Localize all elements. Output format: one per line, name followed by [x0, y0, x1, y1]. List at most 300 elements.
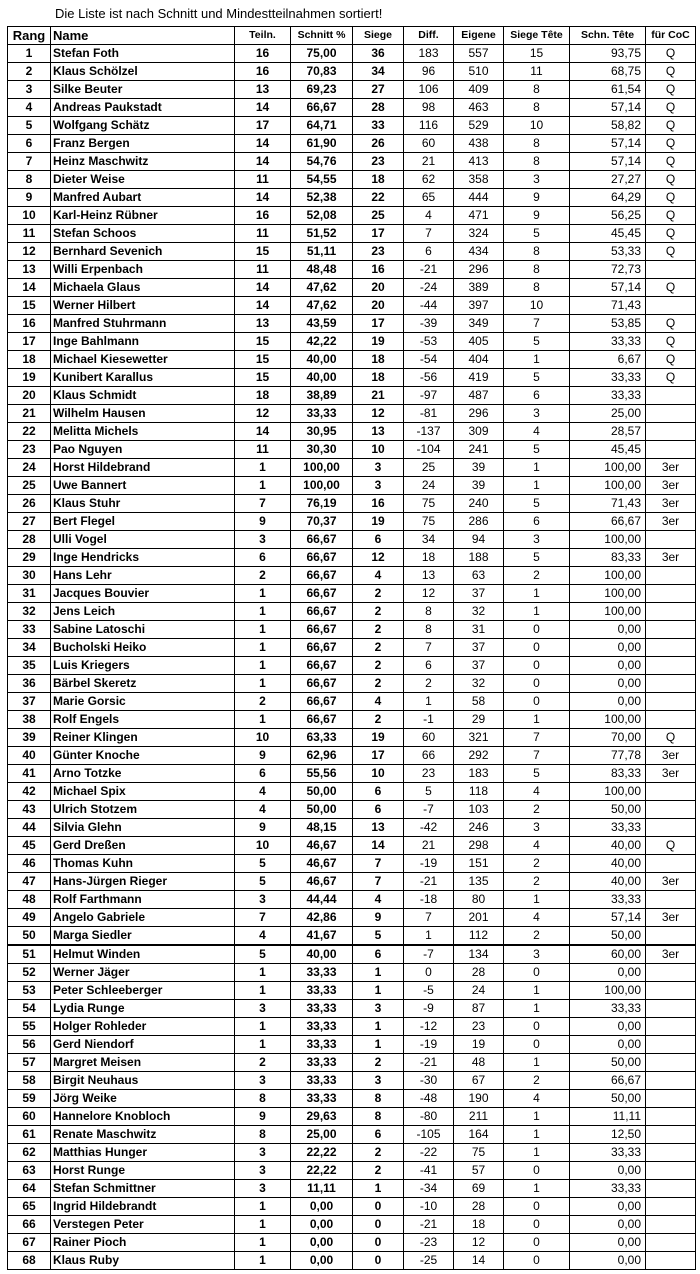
schnitt-tete-cell: 72,73 — [570, 261, 646, 279]
siege-cell: 2 — [353, 1054, 404, 1072]
coc-cell: Q — [646, 189, 696, 207]
header-diff: Diff. — [404, 27, 454, 45]
teilnahmen-cell: 13 — [235, 315, 291, 333]
teilnahmen-cell: 14 — [235, 153, 291, 171]
siege-tete-cell: 1 — [504, 1144, 570, 1162]
siege-tete-cell: 1 — [504, 1054, 570, 1072]
table-row — [8, 63, 696, 81]
schnitt-cell: 55,56 — [291, 765, 353, 783]
siege-tete-cell: 3 — [504, 819, 570, 837]
name-cell: Jens Leich — [51, 603, 235, 621]
table-row — [8, 279, 696, 297]
name-cell: Hans Lehr — [51, 567, 235, 585]
rang-cell: 54 — [8, 1000, 51, 1018]
schnitt-tete-cell: 83,33 — [570, 765, 646, 783]
siege-tete-cell: 1 — [504, 982, 570, 1000]
siege-tete-cell: 0 — [504, 657, 570, 675]
teilnahmen-cell: 16 — [235, 207, 291, 225]
coc-cell: Q — [646, 63, 696, 81]
siege-tete-cell: 1 — [504, 459, 570, 477]
rang-cell: 21 — [8, 405, 51, 423]
diff-cell: -21 — [404, 873, 454, 891]
coc-cell: Q — [646, 369, 696, 387]
rang-cell: 65 — [8, 1198, 51, 1216]
teilnahmen-cell: 14 — [235, 99, 291, 117]
diff-cell: -48 — [404, 1090, 454, 1108]
coc-cell — [646, 891, 696, 909]
schnitt-tete-cell: 0,00 — [570, 621, 646, 639]
schnitt-tete-cell: 100,00 — [570, 783, 646, 801]
header-siege-tete: Siege Tête — [504, 27, 570, 45]
name-cell: Karl-Heinz Rübner — [51, 207, 235, 225]
rang-cell: 41 — [8, 765, 51, 783]
schnitt-cell: 40,00 — [291, 945, 353, 964]
table-row — [8, 927, 696, 946]
eigene-cell: 444 — [454, 189, 504, 207]
teilnahmen-cell: 1 — [235, 1216, 291, 1234]
diff-cell: 25 — [404, 459, 454, 477]
siege-cell: 2 — [353, 1144, 404, 1162]
diff-cell: 98 — [404, 99, 454, 117]
schnitt-tete-cell: 57,14 — [570, 279, 646, 297]
siege-cell: 3 — [353, 477, 404, 495]
header-siege: Siege — [353, 27, 404, 45]
name-cell: Margret Meisen — [51, 1054, 235, 1072]
table-row — [8, 909, 696, 927]
coc-cell — [646, 964, 696, 982]
schnitt-tete-cell: 28,57 — [570, 423, 646, 441]
coc-cell — [646, 1000, 696, 1018]
siege-cell: 25 — [353, 207, 404, 225]
name-cell: Holger Rohleder — [51, 1018, 235, 1036]
coc-cell: 3er — [646, 747, 696, 765]
eigene-cell: 324 — [454, 225, 504, 243]
coc-cell — [646, 531, 696, 549]
siege-cell: 14 — [353, 837, 404, 855]
schnitt-tete-cell: 0,00 — [570, 1162, 646, 1180]
diff-cell: 183 — [404, 45, 454, 63]
diff-cell: -5 — [404, 982, 454, 1000]
schnitt-cell: 66,67 — [291, 99, 353, 117]
siege-cell: 17 — [353, 225, 404, 243]
siege-tete-cell: 2 — [504, 567, 570, 585]
schnitt-cell: 66,67 — [291, 549, 353, 567]
teilnahmen-cell: 9 — [235, 513, 291, 531]
table-row — [8, 1198, 696, 1216]
siege-tete-cell: 4 — [504, 909, 570, 927]
siege-tete-cell: 0 — [504, 1216, 570, 1234]
coc-cell: 3er — [646, 459, 696, 477]
schnitt-tete-cell: 100,00 — [570, 531, 646, 549]
diff-cell: 4 — [404, 207, 454, 225]
name-cell: Ulrich Stotzem — [51, 801, 235, 819]
teilnahmen-cell: 9 — [235, 1108, 291, 1126]
name-cell: Klaus Schmidt — [51, 387, 235, 405]
eigene-cell: 80 — [454, 891, 504, 909]
teilnahmen-cell: 5 — [235, 945, 291, 964]
eigene-cell: 389 — [454, 279, 504, 297]
diff-cell: 75 — [404, 495, 454, 513]
coc-cell — [646, 855, 696, 873]
eigene-cell: 404 — [454, 351, 504, 369]
schnitt-tete-cell: 0,00 — [570, 1216, 646, 1234]
eigene-cell: 201 — [454, 909, 504, 927]
table-row — [8, 747, 696, 765]
list-caption: Die Liste ist nach Schnitt und Mindestteilnahmen sortiert! — [55, 6, 383, 21]
teilnahmen-cell: 15 — [235, 333, 291, 351]
table-row — [8, 729, 696, 747]
schnitt-cell: 48,48 — [291, 261, 353, 279]
coc-cell — [646, 801, 696, 819]
schnitt-cell: 66,67 — [291, 675, 353, 693]
schnitt-cell: 47,62 — [291, 297, 353, 315]
siege-cell: 26 — [353, 135, 404, 153]
siege-cell: 16 — [353, 495, 404, 513]
schnitt-tete-cell: 50,00 — [570, 1054, 646, 1072]
rang-cell: 36 — [8, 675, 51, 693]
diff-cell: -34 — [404, 1180, 454, 1198]
header-fuer-coc: für CoC — [646, 27, 696, 45]
rang-cell: 3 — [8, 81, 51, 99]
coc-cell — [646, 1054, 696, 1072]
rang-cell: 16 — [8, 315, 51, 333]
table-row — [8, 693, 696, 711]
siege-cell: 36 — [353, 45, 404, 63]
diff-cell: 60 — [404, 729, 454, 747]
schnitt-tete-cell: 12,50 — [570, 1126, 646, 1144]
schnitt-cell: 40,00 — [291, 351, 353, 369]
siege-tete-cell: 3 — [504, 171, 570, 189]
schnitt-tete-cell: 100,00 — [570, 585, 646, 603]
schnitt-tete-cell: 40,00 — [570, 873, 646, 891]
diff-cell: -12 — [404, 1018, 454, 1036]
coc-cell: 3er — [646, 945, 696, 964]
siege-cell: 19 — [353, 513, 404, 531]
coc-cell — [646, 639, 696, 657]
name-cell: Wolfgang Schätz — [51, 117, 235, 135]
table-row — [8, 351, 696, 369]
rang-cell: 66 — [8, 1216, 51, 1234]
siege-cell: 6 — [353, 1126, 404, 1144]
name-cell: Arno Totzke — [51, 765, 235, 783]
diff-cell: 1 — [404, 693, 454, 711]
siege-cell: 4 — [353, 567, 404, 585]
diff-cell: -21 — [404, 1216, 454, 1234]
eigene-cell: 434 — [454, 243, 504, 261]
siege-tete-cell: 5 — [504, 549, 570, 567]
schnitt-cell: 33,33 — [291, 405, 353, 423]
table-row — [8, 873, 696, 891]
name-cell: Willi Erpenbach — [51, 261, 235, 279]
siege-tete-cell: 1 — [504, 891, 570, 909]
diff-cell: -23 — [404, 1234, 454, 1252]
coc-cell: Q — [646, 243, 696, 261]
table-row — [8, 315, 696, 333]
table-row — [8, 117, 696, 135]
rang-cell: 26 — [8, 495, 51, 513]
eigene-cell: 292 — [454, 747, 504, 765]
siege-tete-cell: 7 — [504, 729, 570, 747]
name-cell: Günter Knoche — [51, 747, 235, 765]
table-row — [8, 675, 696, 693]
table-row — [8, 891, 696, 909]
name-cell: Renate Maschwitz — [51, 1126, 235, 1144]
siege-cell: 18 — [353, 171, 404, 189]
siege-tete-cell: 9 — [504, 189, 570, 207]
siege-tete-cell: 8 — [504, 135, 570, 153]
siege-tete-cell: 2 — [504, 801, 570, 819]
coc-cell — [646, 1162, 696, 1180]
rang-cell: 17 — [8, 333, 51, 351]
schnitt-cell: 54,76 — [291, 153, 353, 171]
coc-cell — [646, 1198, 696, 1216]
diff-cell: -10 — [404, 1198, 454, 1216]
rang-cell: 30 — [8, 567, 51, 585]
name-cell: Marga Siedler — [51, 927, 235, 946]
eigene-cell: 58 — [454, 693, 504, 711]
eigene-cell: 246 — [454, 819, 504, 837]
rang-cell: 29 — [8, 549, 51, 567]
siege-cell: 17 — [353, 315, 404, 333]
eigene-cell: 63 — [454, 567, 504, 585]
coc-cell — [646, 693, 696, 711]
teilnahmen-cell: 4 — [235, 783, 291, 801]
table-row — [8, 1090, 696, 1108]
rang-cell: 11 — [8, 225, 51, 243]
eigene-cell: 67 — [454, 1072, 504, 1090]
name-cell: Angelo Gabriele — [51, 909, 235, 927]
eigene-cell: 286 — [454, 513, 504, 531]
name-cell: Wilhelm Hausen — [51, 405, 235, 423]
schnitt-tete-cell: 50,00 — [570, 927, 646, 946]
siege-cell: 20 — [353, 297, 404, 315]
name-cell: Klaus Ruby — [51, 1252, 235, 1270]
table-row — [8, 477, 696, 495]
schnitt-tete-cell: 0,00 — [570, 1018, 646, 1036]
coc-cell: Q — [646, 171, 696, 189]
siege-tete-cell: 0 — [504, 621, 570, 639]
name-cell: Werner Hilbert — [51, 297, 235, 315]
schnitt-cell: 29,63 — [291, 1108, 353, 1126]
table-row — [8, 441, 696, 459]
coc-cell: Q — [646, 99, 696, 117]
eigene-cell: 135 — [454, 873, 504, 891]
table-row — [8, 603, 696, 621]
eigene-cell: 463 — [454, 99, 504, 117]
rang-cell: 42 — [8, 783, 51, 801]
coc-cell — [646, 603, 696, 621]
coc-cell — [646, 1072, 696, 1090]
teilnahmen-cell: 3 — [235, 1180, 291, 1198]
table-row — [8, 1180, 696, 1198]
teilnahmen-cell: 17 — [235, 117, 291, 135]
schnitt-cell: 66,67 — [291, 639, 353, 657]
schnitt-tete-cell: 66,67 — [570, 1072, 646, 1090]
siege-tete-cell: 1 — [504, 585, 570, 603]
header-name: Name — [51, 27, 235, 45]
eigene-cell: 94 — [454, 531, 504, 549]
schnitt-cell: 70,83 — [291, 63, 353, 81]
siege-tete-cell: 5 — [504, 495, 570, 513]
table-row — [8, 621, 696, 639]
table-row — [8, 387, 696, 405]
rang-cell: 27 — [8, 513, 51, 531]
name-cell: Thomas Kuhn — [51, 855, 235, 873]
siege-tete-cell: 8 — [504, 279, 570, 297]
eigene-cell: 471 — [454, 207, 504, 225]
rang-cell: 12 — [8, 243, 51, 261]
coc-cell: Q — [646, 117, 696, 135]
siege-tete-cell: 7 — [504, 315, 570, 333]
rang-cell: 37 — [8, 693, 51, 711]
schnitt-cell: 22,22 — [291, 1162, 353, 1180]
siege-cell: 2 — [353, 639, 404, 657]
table-row — [8, 459, 696, 477]
diff-cell: -19 — [404, 855, 454, 873]
table-row — [8, 837, 696, 855]
schnitt-tete-cell: 100,00 — [570, 603, 646, 621]
eigene-cell: 24 — [454, 982, 504, 1000]
teilnahmen-cell: 14 — [235, 423, 291, 441]
diff-cell: 12 — [404, 585, 454, 603]
name-cell: Verstegen Peter — [51, 1216, 235, 1234]
coc-cell — [646, 441, 696, 459]
siege-tete-cell: 3 — [504, 945, 570, 964]
schnitt-cell: 54,55 — [291, 171, 353, 189]
table-row — [8, 1234, 696, 1252]
siege-cell: 3 — [353, 459, 404, 477]
schnitt-cell: 30,95 — [291, 423, 353, 441]
diff-cell: -24 — [404, 279, 454, 297]
teilnahmen-cell: 4 — [235, 927, 291, 946]
schnitt-tete-cell: 25,00 — [570, 405, 646, 423]
rang-cell: 58 — [8, 1072, 51, 1090]
schnitt-cell: 30,30 — [291, 441, 353, 459]
table-row — [8, 1000, 696, 1018]
diff-cell: 66 — [404, 747, 454, 765]
siege-cell: 27 — [353, 81, 404, 99]
diff-cell: -97 — [404, 387, 454, 405]
coc-cell — [646, 711, 696, 729]
siege-cell: 18 — [353, 351, 404, 369]
siege-cell: 33 — [353, 117, 404, 135]
eigene-cell: 405 — [454, 333, 504, 351]
schnitt-tete-cell: 93,75 — [570, 45, 646, 63]
teilnahmen-cell: 14 — [235, 135, 291, 153]
eigene-cell: 75 — [454, 1144, 504, 1162]
schnitt-cell: 63,33 — [291, 729, 353, 747]
table-body — [8, 45, 696, 1270]
name-cell: Horst Hildebrand — [51, 459, 235, 477]
schnitt-cell: 33,33 — [291, 1018, 353, 1036]
name-cell: Silvia Glehn — [51, 819, 235, 837]
coc-cell — [646, 1108, 696, 1126]
name-cell: Stefan Schmittner — [51, 1180, 235, 1198]
diff-cell: 7 — [404, 225, 454, 243]
eigene-cell: 32 — [454, 603, 504, 621]
name-cell: Silke Beuter — [51, 81, 235, 99]
rang-cell: 35 — [8, 657, 51, 675]
teilnahmen-cell: 14 — [235, 189, 291, 207]
siege-tete-cell: 1 — [504, 603, 570, 621]
schnitt-tete-cell: 64,29 — [570, 189, 646, 207]
coc-cell — [646, 1180, 696, 1198]
schnitt-cell: 51,52 — [291, 225, 353, 243]
diff-cell: -18 — [404, 891, 454, 909]
table-row — [8, 585, 696, 603]
name-cell: Michaela Glaus — [51, 279, 235, 297]
siege-cell: 1 — [353, 1036, 404, 1054]
eigene-cell: 397 — [454, 297, 504, 315]
diff-cell: 5 — [404, 783, 454, 801]
siege-tete-cell: 5 — [504, 225, 570, 243]
diff-cell: 21 — [404, 837, 454, 855]
rang-cell: 46 — [8, 855, 51, 873]
coc-cell: Q — [646, 45, 696, 63]
name-cell: Manfred Aubart — [51, 189, 235, 207]
schnitt-cell: 52,38 — [291, 189, 353, 207]
table-row — [8, 531, 696, 549]
rang-cell: 7 — [8, 153, 51, 171]
teilnahmen-cell: 15 — [235, 369, 291, 387]
teilnahmen-cell: 2 — [235, 1054, 291, 1072]
teilnahmen-cell: 10 — [235, 729, 291, 747]
name-cell: Werner Jäger — [51, 964, 235, 982]
coc-cell: Q — [646, 81, 696, 99]
coc-cell — [646, 423, 696, 441]
eigene-cell: 529 — [454, 117, 504, 135]
coc-cell: 3er — [646, 513, 696, 531]
coc-cell — [646, 1144, 696, 1162]
diff-cell: -19 — [404, 1036, 454, 1054]
rang-cell: 19 — [8, 369, 51, 387]
siege-tete-cell: 0 — [504, 1162, 570, 1180]
siege-cell: 0 — [353, 1198, 404, 1216]
teilnahmen-cell: 15 — [235, 351, 291, 369]
schnitt-cell: 51,11 — [291, 243, 353, 261]
schnitt-tete-cell: 83,33 — [570, 549, 646, 567]
siege-tete-cell: 8 — [504, 81, 570, 99]
siege-tete-cell: 8 — [504, 153, 570, 171]
schnitt-cell: 47,62 — [291, 279, 353, 297]
siege-tete-cell: 15 — [504, 45, 570, 63]
siege-tete-cell: 0 — [504, 964, 570, 982]
schnitt-cell: 66,67 — [291, 657, 353, 675]
teilnahmen-cell: 3 — [235, 891, 291, 909]
name-cell: Reiner Klingen — [51, 729, 235, 747]
siege-cell: 4 — [353, 693, 404, 711]
siege-cell: 2 — [353, 621, 404, 639]
diff-cell: -104 — [404, 441, 454, 459]
diff-cell: 6 — [404, 657, 454, 675]
teilnahmen-cell: 7 — [235, 495, 291, 513]
coc-cell: Q — [646, 135, 696, 153]
siege-tete-cell: 10 — [504, 297, 570, 315]
table-row — [8, 297, 696, 315]
eigene-cell: 164 — [454, 1126, 504, 1144]
schnitt-tete-cell: 100,00 — [570, 567, 646, 585]
teilnahmen-cell: 1 — [235, 459, 291, 477]
coc-cell — [646, 585, 696, 603]
schnitt-cell: 66,67 — [291, 567, 353, 585]
teilnahmen-cell: 3 — [235, 531, 291, 549]
eigene-cell: 298 — [454, 837, 504, 855]
diff-cell: -30 — [404, 1072, 454, 1090]
teilnahmen-cell: 7 — [235, 909, 291, 927]
table-row — [8, 765, 696, 783]
schnitt-cell: 33,33 — [291, 1090, 353, 1108]
eigene-cell: 37 — [454, 657, 504, 675]
